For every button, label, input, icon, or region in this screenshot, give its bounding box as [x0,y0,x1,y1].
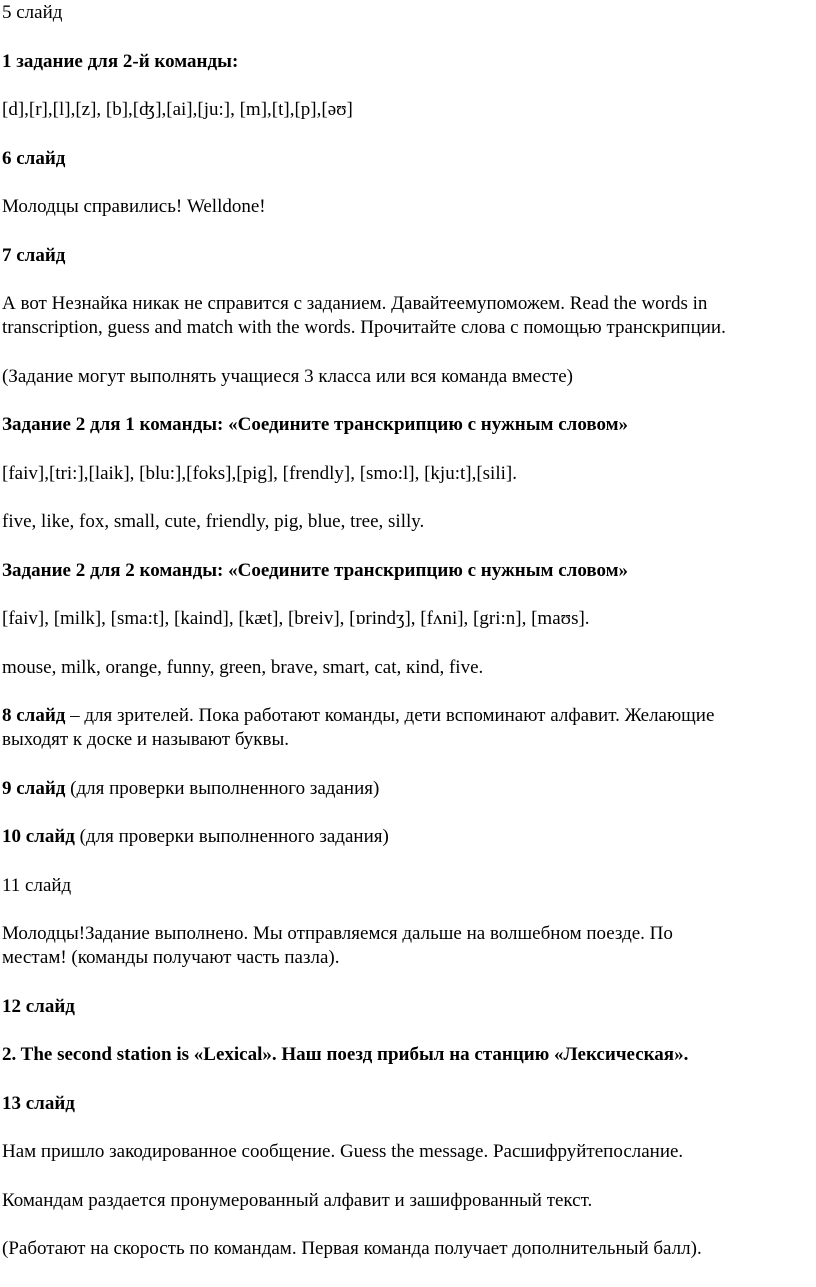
slide-7-heading: 7 слайд [2,245,66,266]
slide-10-text: (для проверки выполненного задания) [74,826,389,847]
slide-11-heading: 11 слайд [2,875,72,896]
task-2-team-1-heading: Задание 2 для 1 команды: «Соедините транскрипцию с нужным словом» [2,414,629,435]
slide-6-heading: 6 слайд [2,148,66,169]
slide-8-paragraph-line-2: выходят к доске и называют буквы. [2,729,290,750]
slide-10-label: 10 слайд [2,826,75,847]
word-list-team-1: five, like, fox, small, cute, friendly, pig, blue, tree, silly. [2,511,425,532]
neznayka-paragraph-line-1: А вот Незнайка никак не справится с заданием. Давайтеемупоможем. Read the words in [2,293,708,314]
lexical-station-heading: 2. The second station is «Lexical». Наш поезд прибыл на станцию «Лексическая». [2,1044,689,1065]
neznayka-paragraph-line-2: transcription, guess and match with the words. Прочитайте слова с помощью транскрипции. [2,317,726,338]
transcription-list-team-2-task-2: [faiv], [milk], [sma:t], [kaind], [kæt], [breiv], [ɒrindʒ], [fʌni], [gri:n], [maʊs]. [2,608,590,629]
transcription-list-team-2: [d],[r],[l],[z], [b],[ʤ],[ai],[ju:], [m],[t],[p],[əʊ] [2,99,353,120]
word-list-team-2: mouse, milk, orange, funny, green, brave, smart, cat, кind, five. [2,657,484,678]
slide-5-heading: 5 слайд [2,2,63,23]
train-paragraph-line-2: местам! (команды получают часть пазла). [2,947,340,968]
alphabet-handout-paragraph: Командам раздается пронумерованный алфавит и зашифрованный текст. [2,1190,593,1211]
speed-note-paragraph: (Работают на скорость по командам. Первая команда получает дополнительный балл). [2,1238,702,1259]
slide-8-paragraph-line-1 [2,704,808,728]
well-done-text: Молодцы справились! Welldone! [2,196,266,217]
task-1-team-2-heading: 1 задание для 2-й команды: [2,51,239,72]
coded-message-paragraph: Нам пришло закодированное сообщение. Guess the message. Расшифруйтепослание. [2,1141,684,1162]
transcription-list-team-1: [faiv],[tri:],[laik], [blu:],[foks],[pig], [frendly], [smo:l], [kju:t],[sili]. [2,463,517,484]
slide-9-text: (для проверки выполненного задания) [65,778,380,799]
task-note: (Задание могут выполнять учащиеся 3 класса или вся команда вместе) [2,366,573,387]
slide-10-paragraph [2,825,808,849]
slide-8-text: – для зрителей. Пока работают команды, дети вспоминают алфавит. Желающие [65,705,715,726]
slide-12-heading: 12 слайд [2,996,75,1017]
task-2-team-2-heading: Задание 2 для 2 команды: «Соедините транскрипцию с нужным словом» [2,560,629,581]
slide-8-label: 8 слайд [2,705,66,726]
train-paragraph-line-1: Молодцы!Задание выполнено. Мы отправляемся дальше на волшебном поезде. По [2,923,673,944]
slide-9-label: 9 слайд [2,778,66,799]
slide-13-heading: 13 слайд [2,1093,75,1114]
slide-9-paragraph [2,777,808,801]
